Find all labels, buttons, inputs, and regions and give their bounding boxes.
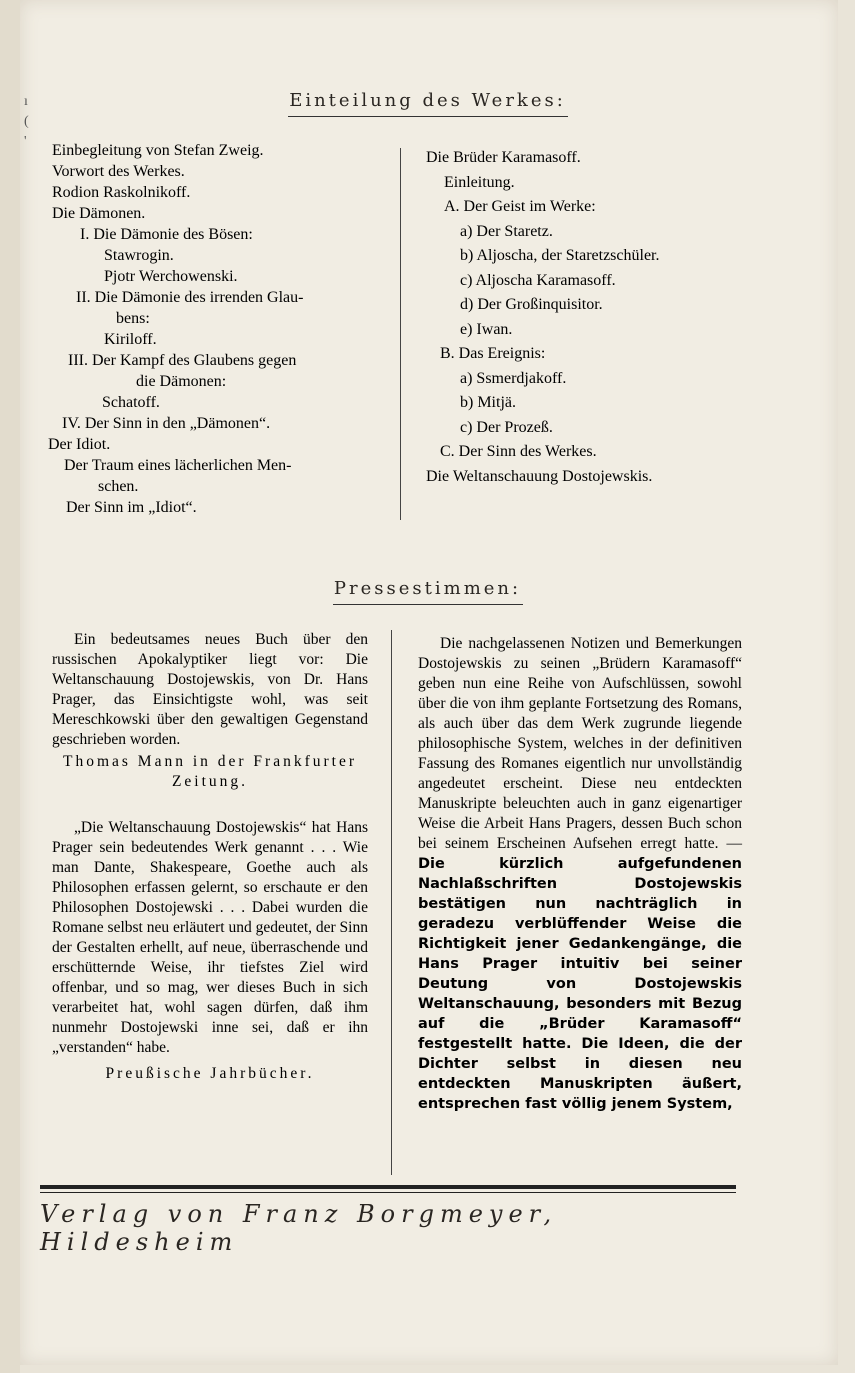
press-source-mann: Thomas Mann in der Frankfurter Zeitung. [62,753,358,790]
toc-left-item: Pjotr Werchowenski. [104,268,238,285]
press-heading [0,578,855,605]
press-heading-text: Pressestimmen: [333,578,522,599]
publisher-imprint: Verlag von Franz Borgmeyer, Hildesheim [40,1200,558,1256]
press-column-divider [391,630,392,1175]
toc-left-item: Die Dämonen. [52,205,146,222]
press-left-column [52,630,368,1084]
toc-left-item: bens: [116,310,150,327]
toc-right-item: c) Der Prozeß. [460,418,553,436]
contents-heading-text: Einteilung des Werkes: [289,90,566,111]
toc-left-item: Stawrogin. [104,247,174,264]
toc-right-item: b) Aljoscha, der Staretzschüler. [460,247,660,264]
toc-left-item: Der Traum eines lächerlichen Men- [64,457,292,474]
toc-right-item: C. Der Sinn des Werkes. [440,443,597,460]
toc-left-item: II. Die Dämonie des irrenden Glau- [76,289,304,306]
press-right-column [418,634,742,1114]
press-heading-rule [333,604,523,605]
contents-heading-rule [288,116,568,117]
toc-right-item: A. Der Geist im Werke: [444,198,596,215]
toc-left-item: die Dämonen: [136,373,227,390]
toc-right-item: Die Weltanschauung Dostojewskis. [426,467,653,485]
press-source-jahrbuecher: Preußische Jahrbücher. [105,1065,315,1082]
toc-right-item: a) Der Staretz. [460,222,553,240]
footer-rule-thin [40,1192,736,1193]
toc-right-item: B. Das Ereignis: [440,345,546,362]
toc-right-item: c) Aljoscha Karamasoff. [460,271,616,289]
toc-left-item: schen. [98,478,139,495]
footer-rule-thick [40,1185,736,1189]
toc-left-item: III. Der Kampf des Glaubens gegen [68,352,297,369]
toc-right-item: Die Brüder Karamasoff. [426,149,581,166]
press-right-regular: Die nachgelassenen Notizen und Bemerkungen Dostojewskis zu seinen „Brüdern Karamasoff“ geben nun eine Reihe von Aufschlüssen, sowohl über die von ihm geplante Fortsetzung des Romans, als auch über das dem Werk zugrunde liegende philosophische System, welches in der definitiven Fassung des Romanes eigentlich nur unvollständig angedeutet erscheint. Diese neu entdeckten Manuskripte beleuchten auch in ganz eigenartiger Weise die Arbeit Hans Pragers, dessen Buch schon bei seinem Erscheinen Aufsehen erregt hatte. — [418,635,742,852]
toc-left-item: Vorwort des Werkes. [52,163,185,180]
contents-column-divider [400,148,401,520]
press-right-text [418,634,742,1114]
toc-left-item: Einbegleitung von Stefan Zweig. [52,142,264,159]
toc-left-item: I. Die Dämonie des Bösen: [80,226,253,243]
press-quote-jahrbuecher: „Die Weltanschauung Dostojewskis“ hat Hans Prager sein bedeutendes Werk genannt . . . Wie man Dante, Shakespeare, Goethe auch als Philosophen erfassen gelernt, so erschaute er den Philosophen Dostojewski . . . Dabei wurden die Romane selbst neu erläutert und gedeutet, der Sinn der Gestalten erhellt, auf neue, überraschende und erschütternde Weise, ihr tiefstes Ziel wird offenbar, und so mag, wer dieses Buch in sich verarbeitet hat, wohl sagen dürfen, daß ihm nunmehr Dostojewski inne sei, daß er ihn „verstanden“ habe. [52,819,368,1056]
toc-left-item: Kiriloff. [104,331,157,348]
contents-heading [0,90,855,117]
toc-right-item: e) Iwan. [460,320,513,338]
toc-right-item: d) Der Großinquisitor. [460,296,603,313]
toc-right-item: Einleitung. [444,173,515,191]
toc-right-item: b) Mitjä. [460,394,516,411]
press-right-bold: Die kürzlich aufgefundenen Nachlaßschriften Dostojewskis bestätigen nun nachträglich in geradezu verblüffender Weise die Richtigkeit jener Gedankengänge, die Hans Prager intuitiv bei seiner Deutung von Dostojewskis Weltanschauung, besonders mit Bezug auf die „Brüder Karamasoff“ festgestellt hatte. Die Ideen, die der Dichter selbst in diesen neu entdeckten Manuskripten äußert, entsprechen fast völlig jenem System, [418,856,742,1112]
margin-marks: ı ( ' [24,94,29,149]
press-quote-mann: Ein bedeutsames neues Buch über den russischen Apokalyptiker liegt vor: Die Weltanschauung Dostojewskis, von Dr. Hans Prager, das Einsichtigste wohl, was seit Mereschkowski über den gewaltigen Gegenstand geschrieben worden. [52,631,368,748]
toc-left-item: Der Sinn im „Idiot“. [66,499,197,516]
toc-left-item: Der Idiot. [48,436,111,453]
toc-left-item: IV. Der Sinn in den „Dämonen“. [62,415,271,432]
contents-left-column [48,140,304,518]
toc-right-item: a) Ssmerdjakoff. [460,369,567,387]
toc-left-item: Rodion Raskolnikoff. [52,184,191,201]
toc-left-item: Schatoff. [102,394,160,411]
paper-edge [0,0,20,1373]
contents-right-column [426,146,660,489]
